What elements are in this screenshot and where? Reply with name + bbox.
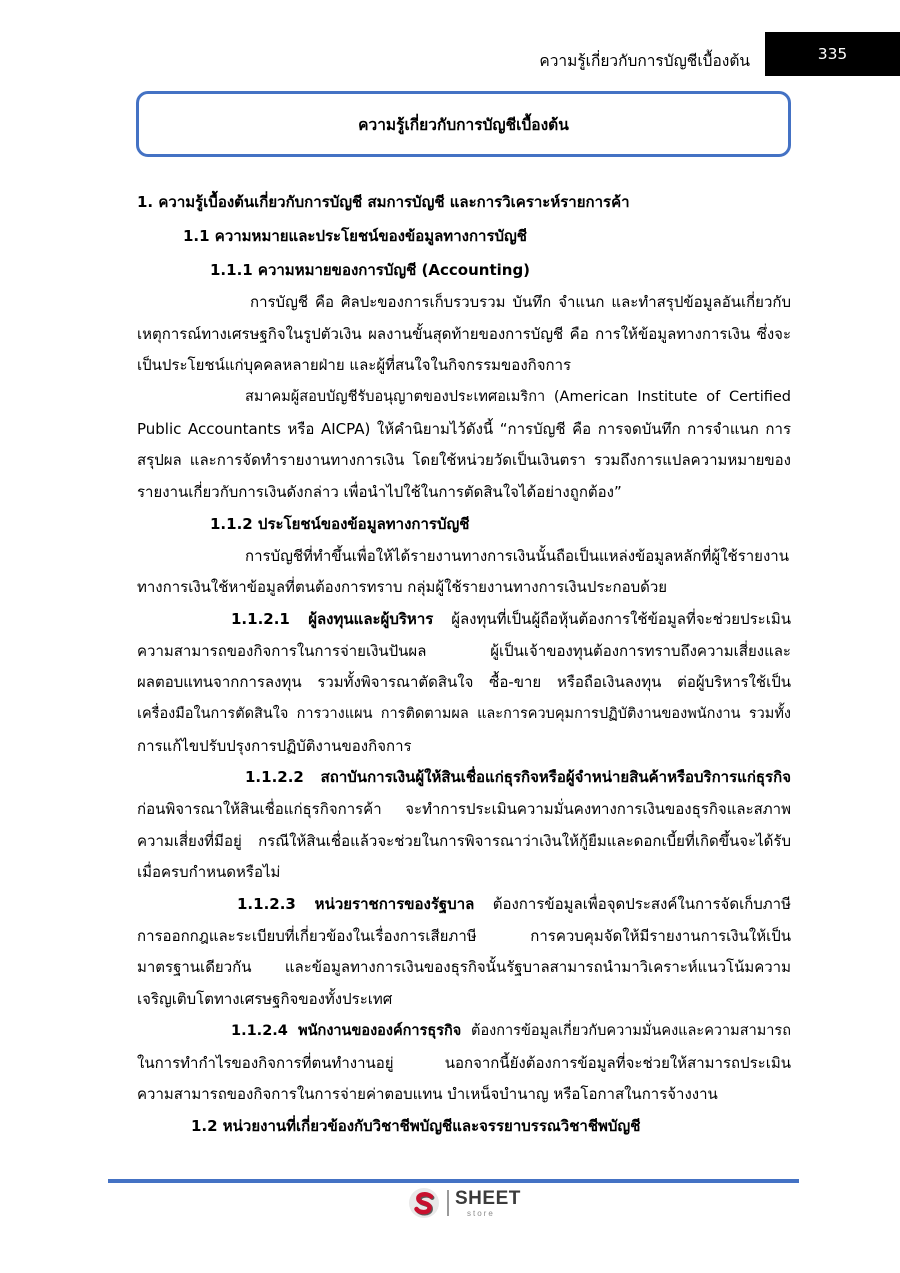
paragraph-line: การแก้ไขปรับปรุงการปฏิบัติงานของกิจการ xyxy=(137,736,412,755)
page-number: 335 xyxy=(817,45,848,63)
paragraph-line: ความสามารถของกิจการในการจ่ายเงินปันผล ผู้เป็นเจ้าของทุนต้องการทราบถึงความเสี่ยงและ xyxy=(137,641,791,660)
paragraph-line: สรุปผล และการจัดทำรายงานทางการเงิน โดยใช้หน่วยวัดเป็นเงินตรา รวมถึงการแปลความหมายของ xyxy=(137,451,791,470)
paragraph-line: Public Accountants หรือ AICPA) ให้คำนิยามไว้ดังนี้ “การบัญชี คือ การจดบันทึก การจำแนก การ xyxy=(137,419,791,438)
page-number-box xyxy=(765,32,900,76)
paragraph-line: เมื่อครบกำหนดหรือไม่ xyxy=(137,863,281,882)
chapter-title-box xyxy=(136,91,791,157)
paragraph-line: รายงานเกี่ยวกับการเงินดังกล่าว เพื่อนำไปใช้ในการตัดสินใจได้อย่างถูกต้อง” xyxy=(137,483,622,502)
list-item-lead-text: ต้องการข้อมูลเกี่ยวกับความมั่นคงและความสามารถ xyxy=(471,1022,791,1039)
list-item-label: 1.1.2.2 สถาบันการเงินผู้ให้สินเชื่อแก่ธุรกิจหรือผู้จำหน่ายสินค้าหรือบริการแก่ธุรกิจ xyxy=(245,768,791,787)
list-item-lead-text: ต้องการข้อมูลเพื่อจุดประสงค์ในการจัดเก็บภาษี xyxy=(492,895,791,914)
paragraph-line: เจริญเติบโตทางเศรษฐกิจของทั้งประเทศ xyxy=(137,990,393,1009)
running-header-title: ความรู้เกี่ยวกับการบัญชีเบื้องต้น xyxy=(539,52,750,70)
paragraph-line: สมาคมผู้สอบบัญชีรับอนุญาตของประเทศอเมริกา (American Institute of Certified xyxy=(245,389,791,406)
footer-rule xyxy=(108,1179,799,1183)
paragraph-line: ก่อนพิจารณาให้สินเชื่อแก่ธุรกิจการค้า จะทำการประเมินความมั่นคงทางการเงินของธุรกิจและสภาพ xyxy=(137,800,791,818)
logo-brand-name: SHEET xyxy=(455,1187,521,1209)
sheet-store-s-logo-icon xyxy=(408,1187,440,1219)
logo-divider xyxy=(447,1190,449,1216)
paragraph-line: ความเสี่ยงที่มีอยู่ กรณีให้สินเชื่อแล้วจะช่วยในการพิจารณาว่าเงินให้กู้ยืมและดอกเบี้ยที่เกิดขึ้นจะได้รับ xyxy=(137,831,791,850)
paragraph-line: ผลตอบแทนจากการลงทุน รวมทั้งพิจารณาตัดสินใจ ซื้อ-ขาย หรือถือเงินลงทุน ต่อผู้บริหารใช้เป็น xyxy=(137,673,791,692)
list-item-label: 1.1.2.3 หน่วยราชการของรัฐบาล xyxy=(237,895,475,914)
list-item xyxy=(137,1016,791,1111)
paragraph xyxy=(137,382,791,509)
list-item-first-line xyxy=(137,889,791,921)
list-item xyxy=(137,604,791,762)
paragraph-line: เป็นประโยชน์แก่บุคคลหลายฝ่าย และผู้ที่สนใจในกิจกรรมของกิจการ xyxy=(137,356,572,375)
list-item-first-line xyxy=(137,604,791,636)
list-item-label: 1.1.2.4 พนักงานขององค์การธุรกิจ xyxy=(231,1022,462,1039)
logo-wordmark xyxy=(455,1189,521,1218)
paragraph-line: ทางการเงินใช้หาข้อมูลที่ตนต้องการทราบ กลุ่มผู้ใช้รายงานทางการเงินประกอบด้วย xyxy=(137,578,668,597)
paragraph xyxy=(137,541,791,604)
chapter-title: ความรู้เกี่ยวกับการบัญชีเบื้องต้น xyxy=(358,115,569,134)
logo-tagline: store xyxy=(467,1208,495,1218)
paragraph-line: ในการทำกำไรของกิจการที่ตนทำงานอยู่ นอกจากนี้ยังต้องการข้อมูลที่จะช่วยให้สามารถประเมิน xyxy=(137,1053,791,1072)
subsection-heading: 1.2 หน่วยงานที่เกี่ยวข้องกับวิชาชีพบัญชีและจรรยาบรรณวิชาชีพบัญชี xyxy=(191,1116,641,1135)
sheet-store-logo xyxy=(408,1186,521,1220)
list-item-lead-text: ผู้ลงทุนที่เป็นผู้ถือหุ้นต้องการใช้ข้อมูลที่จะช่วยประเมิน xyxy=(451,609,791,628)
document-body xyxy=(137,185,791,1143)
list-item-first-line xyxy=(137,1016,791,1048)
paragraph-line: เครื่องมือในการตัดสินใจ การวางแผน การติดตามผล และการควบคุมการปฏิบัติงานของพนักงาน รวมทั้ง xyxy=(137,705,791,722)
paragraph-line: การบัญชี คือ ศิลปะของการเก็บรวบรวม บันทึก จำแนก และทำสรุปข้อมูลอันเกี่ยวกับ xyxy=(250,293,791,311)
paragraph-line: การบัญชีที่ทำขึ้นเพื่อให้ได้รายงานทางการเงินนั้นถือเป็นแหล่งข้อมูลหลักที่ผู้ใช้รายงาน xyxy=(245,546,789,565)
list-item-label: 1.1.2.1 ผู้ลงทุนและผู้บริหาร xyxy=(231,609,434,628)
subsubsection-heading: 1.1.1 ความหมายของการบัญชี (Accounting) xyxy=(210,261,531,279)
paragraph-line: การออกกฎและระเบียบที่เกี่ยวข้องในเรื่องการเสียภาษี การควบคุมจัดให้มีรายงานการเงินให้เป็น xyxy=(137,926,791,945)
paragraph-line: ความสามารถของกิจการในการจ่ายค่าตอบแทน บำเหน็จบำนาญ หรือโอกาสในการจ้างงาน xyxy=(137,1085,718,1104)
section-heading: 1. ความรู้เบื้องต้นเกี่ยวกับการบัญชี สมการบัญชี และการวิเคราะห์รายการค้า xyxy=(137,193,630,211)
paragraph-line: เหตุการณ์ทางเศรษฐกิจในรูปตัวเงิน ผลงานขั้นสุดท้ายของการบัญชี คือ การให้ข้อมูลทางการเงิน ซึ่งจะ xyxy=(137,324,791,343)
subsection-heading: 1.1 ความหมายและประโยชน์ของข้อมูลทางการบัญชี xyxy=(183,227,527,245)
list-item xyxy=(137,762,791,889)
paragraph-line: มาตรฐานเดียวกัน และข้อมูลทางการเงินของธุรกิจนั้นรัฐบาลสามารถนำมาวิเคราะห์แนวโน้มความ xyxy=(137,958,791,977)
list-item xyxy=(137,889,791,1016)
subsubsection-heading: 1.1.2 ประโยชน์ของข้อมูลทางการบัญชี xyxy=(210,514,470,533)
paragraph xyxy=(137,287,791,382)
